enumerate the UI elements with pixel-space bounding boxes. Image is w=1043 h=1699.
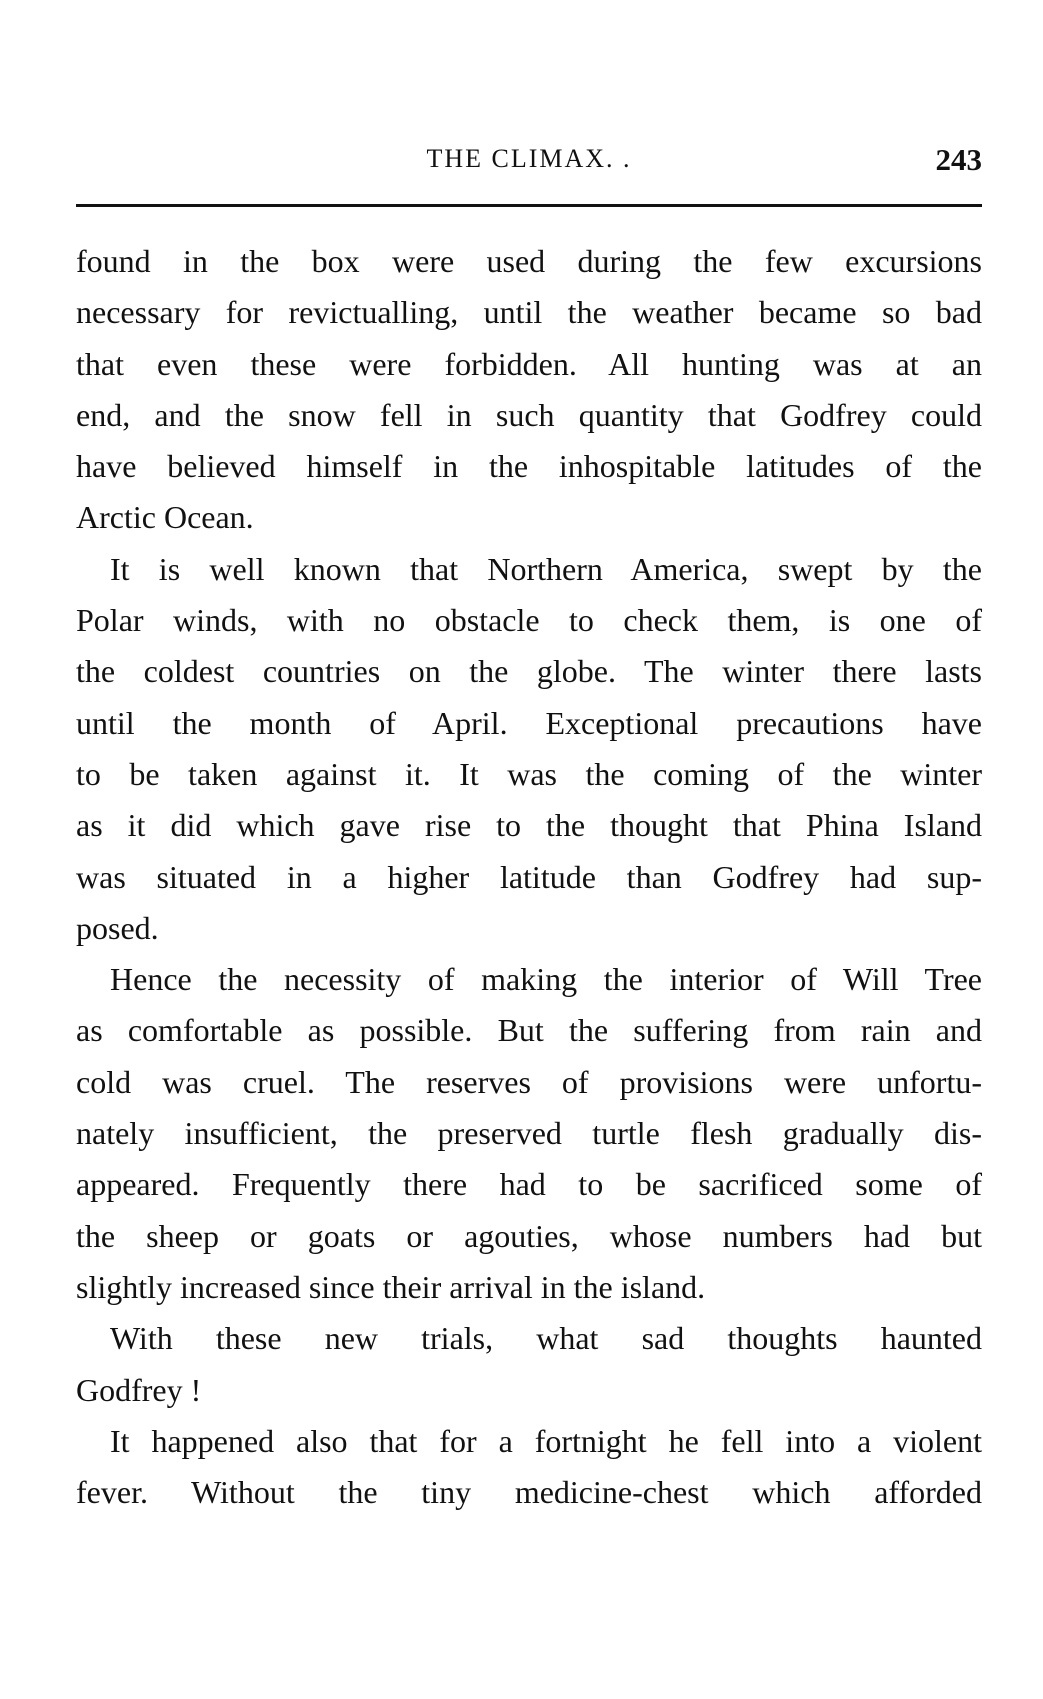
text-line: Polar winds, with no obstacle to check them, is one of bbox=[76, 602, 982, 639]
text-line: that even these were forbidden. All hunting was at an bbox=[76, 345, 982, 382]
running-title: THE CLIMAX. . bbox=[426, 144, 632, 173]
body-text bbox=[76, 236, 982, 1518]
text-line: nately insufficient, the preserved turtle flesh gradually dis- bbox=[76, 1115, 982, 1152]
text-line: until the month of April. Exceptional precautions have bbox=[76, 704, 982, 741]
text-line: It is well known that Northern America, swept by the bbox=[110, 550, 982, 587]
text-line: to be taken against it. It was the coming of the winter bbox=[76, 755, 982, 792]
text-line: have believed himself in the inhospitable latitudes of the bbox=[76, 448, 982, 485]
text-line: cold was cruel. The reserves of provisions were unfortu- bbox=[76, 1063, 982, 1100]
text-line: fever. Without the tiny medicine-chest which afforded bbox=[76, 1474, 982, 1511]
text-line: posed. bbox=[76, 909, 159, 946]
text-line: slightly increased since their arrival in the island. bbox=[76, 1268, 706, 1305]
text-line: as it did which gave rise to the thought that Phina Island bbox=[76, 807, 982, 844]
text-line: appeared. Frequently there had to be sacrificed some of bbox=[76, 1166, 982, 1203]
text-line: found in the box were used during the few excursions bbox=[76, 243, 982, 279]
page-number: 243 bbox=[935, 142, 982, 177]
text-line: was situated in a higher latitude than Godfrey had sup- bbox=[76, 858, 982, 895]
text-line: the sheep or goats or agouties, whose numbers had but bbox=[76, 1217, 982, 1254]
text-line: Arctic Ocean. bbox=[76, 499, 254, 536]
text-line: With these new trials, what sad thoughts haunted bbox=[110, 1320, 982, 1357]
text-line: as comfortable as possible. But the suffering from rain and bbox=[76, 1012, 982, 1049]
running-head bbox=[76, 134, 982, 184]
header-rule bbox=[76, 204, 982, 207]
text-line: end, and the snow fell in such quantity that Godfrey could bbox=[76, 396, 982, 433]
text-line: the coldest countries on the globe. The winter there lasts bbox=[76, 653, 982, 690]
text-line: Hence the necessity of making the interior of Will Tree bbox=[110, 961, 982, 998]
text-line: Godfrey ! bbox=[76, 1371, 202, 1408]
text-line: necessary for revictualling, until the weather became so bad bbox=[76, 294, 982, 331]
text-line: It happened also that for a fortnight he fell into a violent bbox=[110, 1422, 982, 1459]
